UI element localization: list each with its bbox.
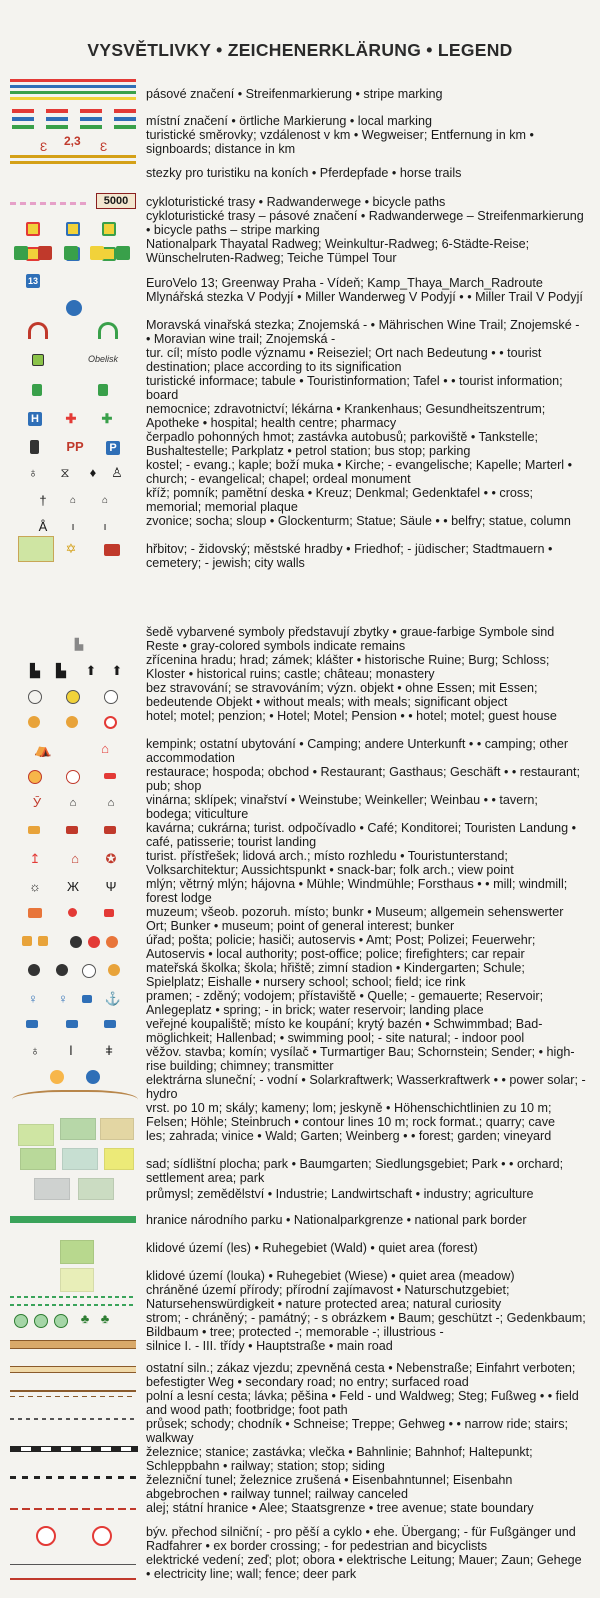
motel-icon	[66, 716, 78, 728]
legend-row: veřejné koupaliště; místo ke koupání; krytý bazén • Schwimmbad; Bad-möglichkeit; Hallenbad; • swimming pool; - site natural; - indoor pool	[146, 1017, 543, 1045]
legend-row: Moravská vinařská stezka; Znojemská - • Mährischen Wine Trail; Znojemské - • Moravian wine trail; Znojemská -	[146, 318, 580, 346]
info-board-icon	[98, 384, 108, 396]
without-meals-icon	[28, 690, 42, 704]
tourist-destination-icon	[32, 354, 44, 366]
evangelical-church-icon: ⧖	[60, 465, 70, 480]
legend-row: hranice národního parku • Nationalparkgrenze • national park border	[146, 1213, 527, 1227]
petrol-station-icon	[30, 440, 39, 454]
legend-row: tur. cíl; místo podle významu • Reiseziel; Ort nach Bedeutung • • tourist destination; place according to its signification	[146, 346, 542, 374]
cross-icon: †	[39, 493, 47, 508]
legend-row: čerpadlo pohonných hmot; zastávka autobusů; parkoviště • Tankstelle; Bushaltestelle; Parkplatz • petrol station; bus stop; parking	[146, 430, 539, 458]
legend-row: býv. přechod silniční; - pro pěší a cyklo • ehe. Übergang; - für Fußgänger und Radfahrer • ex border crossing; - for pedestrian and bicyclists	[146, 1525, 576, 1553]
bunker-icon	[104, 909, 114, 917]
tree-icon	[14, 1314, 28, 1328]
legend-row: zřícenina hradu; hrad; zámek; klášter • historische Ruine; Burg; Schloss; Kloster • historical ruins; castle; château; monastery	[146, 653, 550, 681]
with-meals-icon	[66, 690, 80, 704]
shop-icon	[104, 773, 116, 779]
quiet-area-forest-symbol	[60, 1240, 94, 1264]
miller-trail-icon	[66, 300, 82, 316]
wall-symbol	[10, 1578, 136, 1580]
chimney-icon: ǀ	[69, 1043, 73, 1058]
jewish-cemetery-icon: ✡	[65, 541, 77, 556]
garden-area	[60, 1118, 96, 1140]
restaurant-icon	[28, 770, 42, 784]
parking-icon: P	[106, 441, 120, 455]
secondary-road-symbol	[10, 1366, 136, 1373]
legend-row: klidové území (louka) • Ruhegebiet (Wiese) • quiet area (meadow)	[146, 1269, 515, 1283]
legend-row: restaurace; hospoda; obchod • Restaurant; Gasthaus; Geschäft • • restaurant; pub; shop	[146, 765, 580, 793]
mill-icon: ☼	[29, 879, 41, 894]
viticulture-icon: ⌂	[107, 797, 115, 809]
legend-row: cykloturistické trasy • Radwanderwege • bicycle paths	[146, 195, 446, 209]
pub-icon	[66, 770, 80, 784]
vineyard-area	[100, 1118, 134, 1140]
forest-lodge-icon: Ψ	[105, 879, 117, 894]
memorial-icon: ⌂	[69, 495, 77, 506]
legend-row: mateřská školka; škola; hřiště; zimní stadion • Kindergarten; Schule; Spielplatz; Eishalle • nursery school; school; field; ice rink	[146, 961, 525, 989]
monastery-icon: ⬆	[111, 663, 123, 678]
settlement-area	[62, 1148, 98, 1170]
route-number-badge: 5000	[96, 193, 136, 209]
church-icon: ♁	[28, 465, 38, 480]
legend-row: Nationalpark Thayatal Radweg; Weinkultur-Radweg; 6-Städte-Reise; Wünschelruten-Radweg; Teiche Tümpel Tour	[146, 237, 530, 265]
chateau-icon: ⬆	[85, 663, 97, 678]
national-park-border-symbol	[10, 1216, 136, 1223]
legend-row: muzeum; všeob. pozoruh. místo; bunkr • Museum; allgemein sehenswerter Ort; Bunker • museum; point of general interest; bunker	[146, 905, 564, 933]
significant-object-icon	[104, 690, 118, 704]
legend-row: vrst. po 10 m; skály; kameny; lom; jeskyně • Höhenschichtlinien zu 10 m; Felsen; Höhle; Steinbruch • contour lines 10 m; rock format.; quarry; cave	[146, 1101, 555, 1129]
legend-row: vinárna; sklípek; vinařství • Weinstube; Weinkeller; Weinbau • • tavern; bodega; viticulture	[146, 793, 538, 821]
hotel-icon	[28, 716, 40, 728]
museum-icon	[28, 908, 42, 918]
legend-row: strom; - chráněný; - památný; - s obrázkem • Baum; geschützt -; Gedenkbaum; Bildbaum • tree; protected -; memorable -; illustrious -	[146, 1311, 586, 1339]
tavern-icon: Ӯ	[32, 795, 42, 810]
wine-trail-icon	[28, 322, 48, 339]
legend-row: nemocnice; zdravotnictví; lékárna • Krankenhaus; Gesundheitszentrum; Apotheke • hospital; health centre; pharmacy	[146, 402, 546, 430]
cemetery-area	[18, 536, 54, 562]
protected-tree-icon	[34, 1314, 48, 1328]
brick-spring-icon: ♀	[58, 991, 68, 1006]
reservoir-icon	[82, 995, 92, 1003]
legend-row: cykloturistické trasy – pásové značení • Radwanderwege – Streifenmarkierung • bicycle paths – stripe marking	[146, 209, 584, 237]
railway-tunnel-symbol	[10, 1476, 136, 1479]
narrow-ride-symbol	[10, 1418, 136, 1420]
legend-row: věžov. stavba; komín; vysílač • Turmartiger Bau; Schornstein; Sender; • high-rise building; chimney; transmitter	[146, 1045, 575, 1073]
contour-lines-symbol	[12, 1090, 138, 1114]
legend-row: železniční tunel; železnice zrušená • Eisenbahntunnel; Eisenbahn abgebrochen • railway tunnel; railway canceled	[146, 1473, 513, 1501]
guest-house-icon	[104, 716, 117, 729]
legend-row: pramen; - zděný; vodojem; přístaviště • Quelle; - gemauerte; Reservoir; Anlegeplatz • spring; - in brick; water reservoir; landing place	[146, 989, 544, 1017]
remains-icon: ▙	[74, 639, 84, 651]
castle-icon: ▙	[56, 663, 66, 678]
info-icon	[32, 384, 42, 396]
forest-area	[18, 1124, 54, 1146]
nature-protected-border-2	[10, 1304, 136, 1306]
obelisk-label: Obelisk	[88, 354, 119, 364]
field-path-symbol	[10, 1390, 136, 1392]
legend-row: EuroVelo 13; Greenway Praha - Vídeň; Kamp_Thaya_March_Radroute	[146, 276, 543, 290]
legend-row: klidové území (les) • Ruhegebiet (Wald) • quiet area (forest)	[146, 1241, 478, 1255]
point-of-interest-icon	[68, 908, 77, 917]
electricity-line-symbol	[10, 1564, 136, 1565]
legend-row: les; zahrada; vinice • Wald; Garten; Weinberg • • forest; garden; vineyard	[146, 1129, 552, 1143]
pharmacy-icon: ✚	[101, 411, 113, 426]
tourist-landing-icon	[104, 826, 116, 834]
legend-row: stezky pro turistiku na koních • Pferdepfade • horse trails	[146, 166, 462, 180]
view-point-icon: ✪	[105, 851, 117, 866]
legend-row: silnice I. - III. třídy • Hauptstraße • main road	[146, 1339, 393, 1353]
industry-area	[34, 1178, 70, 1200]
state-boundary-symbol	[10, 1508, 136, 1510]
bodega-icon: ⌂	[69, 797, 77, 809]
legend-row: mlýn; větrný mlýn; hájovna • Mühle; Windmühle; Forsthaus • • mill; windmill; forest lodge	[146, 877, 568, 905]
legend-row: hřbitov; - židovský; městské hradby • Friedhof; - jüdischer; Stadtmauern • cemetery; - jewish; city walls	[146, 542, 553, 570]
belfry-icon: Å	[38, 519, 48, 534]
folk-architecture-icon: ⌂	[71, 851, 79, 866]
legend-row: alej; státní hranice • Alee; Staatsgrenze • tree avenue; state boundary	[146, 1501, 534, 1515]
shelter-icon: ↥	[29, 851, 41, 866]
chapel-icon: ♦	[89, 465, 97, 480]
tree-with-image-icon: ♣	[100, 1311, 110, 1326]
legend-row: polní a lesní cesta; lávka; pěšina • Feld - und Waldweg; Steg; Fußweg • • field and wood path; footbridge; foot path	[146, 1389, 579, 1417]
legend-row: průsek; schody; chodník • Schneise; Treppe; Gehweg • • narrow ride; stairs; walkway	[146, 1417, 569, 1445]
page-title: VYSVĚTLIVKY • ZEICHENERKLÄRUNG • LEGEND	[87, 40, 513, 60]
legend-row: kempink; ostatní ubytování • Camping; andere Unterkunft • • camping; other accommodation	[146, 737, 569, 765]
border-crossing-icon	[36, 1526, 56, 1546]
legend-row: turistické směrovky; vzdálenost v km • Wegweiser; Entfernung in km • signboards; distance in km	[146, 128, 534, 156]
park-area	[104, 1148, 134, 1170]
orchard-area	[20, 1148, 56, 1170]
ruin-icon: ▙	[30, 663, 40, 678]
pedestrian-crossing-icon	[92, 1526, 112, 1546]
legend-row: úřad; pošta; policie; hasiči; autoservis • Amt; Post; Polizei; Feuerwehr; Autoservis • local authority; post-office; police; firefighters; car repair	[146, 933, 536, 961]
legend-row: elektrárna sluneční; - vodní • Solarkraftwerk; Wasserkraftwerk • • power solar; - hydro	[146, 1073, 586, 1101]
solar-power-icon	[50, 1070, 64, 1084]
legend-row: kavárna; cukrárna; turist. odpočívadlo • Café; Konditorei; Touristen Landung • café, patisserie; tourist landing	[146, 821, 577, 849]
bus-stop-icon: PP	[66, 439, 84, 454]
quiet-area-meadow-symbol	[60, 1268, 94, 1292]
legend-row: místní značení • örtliche Markierung • local marking	[146, 114, 432, 128]
legend-row: Mlynářská stezka V Podyjí • Miller Wanderweg V Podyjí • • Miller Trail V Podyjí	[146, 290, 583, 304]
natural-swimming-icon	[66, 1020, 78, 1028]
legend-row: elektrické vedení; zeď; plot; obora • elektrische Leitung; Mauer; Zaun; Gehege • electricity line; wall; fence; deer park	[146, 1553, 582, 1581]
foot-path-symbol	[10, 1396, 136, 1397]
column-icon: ı	[103, 521, 107, 533]
wine-trail-green-icon	[98, 322, 118, 339]
agriculture-area	[78, 1178, 114, 1200]
transmitter-icon: ǂ	[105, 1043, 113, 1058]
legend-row: chráněné území přírody; přírodní zajímavost • Naturschutzgebiet; Natursehenswürdigkeit • nature protected area; natural curiosity	[146, 1283, 510, 1311]
indoor-pool-icon	[104, 1020, 116, 1028]
patisserie-icon	[66, 826, 78, 834]
ordeal-monument-icon: ♙	[111, 465, 123, 480]
camping-icon: ⛺	[34, 741, 52, 757]
hospital-icon: H	[28, 412, 42, 426]
swimming-pool-icon	[26, 1020, 38, 1028]
legend-row: zvonice; socha; sloup • Glockenturm; Statue; Säule • • belfry; statue, column	[146, 514, 571, 528]
legend-row: šedě vybarvené symboly představují zbytky • graue-farbige Symbole sind Reste • gray-colored symbols indicate remains	[146, 625, 555, 653]
anchor-icon: ⚓	[104, 991, 122, 1006]
legend-row: bez stravování; se stravováním; význ. objekt • ohne Essen; mit Essen; bedeutende Objekt • without meals; with meals; significant object	[146, 681, 538, 709]
legend-row: pásové značení • Streifenmarkierung • stripe marking	[146, 87, 443, 101]
main-road-symbol	[10, 1340, 136, 1349]
health-centre-icon: ✚	[65, 411, 77, 426]
spring-icon: ♀	[28, 991, 38, 1006]
cafe-icon	[28, 826, 40, 834]
high-rise-icon: ♁	[30, 1043, 40, 1058]
legend-row: kříž; pomník; pamětní deska • Kreuz; Denkmal; Gedenktafel • • cross; memorial; memorial plaque	[146, 486, 533, 514]
legend-row: železnice; stanice; zastávka; vlečka • Bahnlinie; Bahnhof; Haltepunkt; Schleppbahn • railway; station; stop; siding	[146, 1445, 533, 1473]
legend-row: průmysl; zemědělství • Industrie; Landwirtschaft • industry; agriculture	[146, 1187, 534, 1201]
legend-row: kostel; - evang.; kaple; boží muka • Kirche; - evangelische; Kapelle; Marterl • church; - evangelical; chapel; ordeal monument	[146, 458, 573, 486]
illustrious-tree-icon: ♣	[80, 1311, 90, 1326]
distance-label: 2,3	[64, 134, 81, 148]
nature-protected-border	[10, 1296, 136, 1298]
legend-row: sad; sídlištní plocha; park • Baumgarten; Siedlungsgebiet; Park • • orchard; settlement area; park	[146, 1157, 564, 1185]
plaque-icon: ⌂	[101, 495, 109, 506]
railway-symbol	[10, 1446, 138, 1452]
statue-icon: ı	[71, 521, 75, 533]
city-walls-icon	[104, 544, 120, 556]
eurovelo-badge: 13	[27, 276, 38, 286]
legend-row: hotel; motel; penzion; • Hotel; Motel; Pension • • hotel; motel; guest house	[146, 709, 557, 723]
other-accommodation-icon: ⌂	[101, 741, 109, 756]
legend-row: ostatní siln.; zákaz vjezdu; zpevněná cesta • Nebenstraße; Einfahrt verboten; befestigter Weg • secondary road; no entry; surfaced road	[146, 1361, 576, 1389]
legend-row: turist. přístřešek; lidová arch.; místo rozhledu • Touristunterstand; Volksarchitektur; Aussichtspunkt • snack-bar; folk arch.; view point	[146, 849, 514, 877]
legend-row: turistické informace; tabule • Touristinformation; Tafel • • tourist information; board	[146, 374, 563, 402]
windmill-icon: Ж	[66, 879, 79, 894]
hydro-power-icon	[86, 1070, 100, 1084]
memorable-tree-icon	[54, 1314, 68, 1328]
